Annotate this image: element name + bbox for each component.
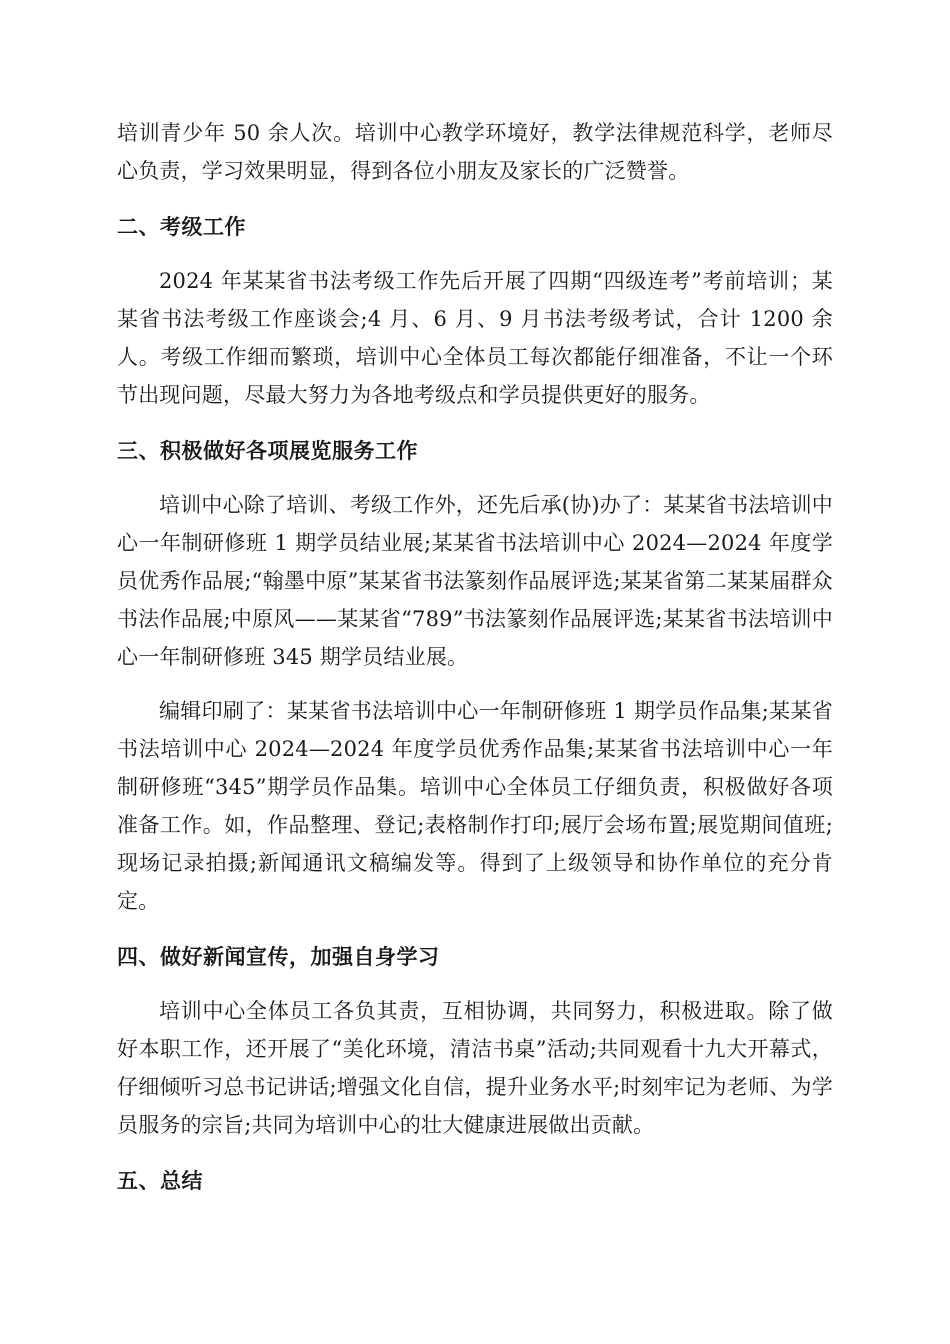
section-heading-summary: 五、总结 <box>117 1169 203 1193</box>
section-heading-news: 四、做好新闻宣传，加强自身学习 <box>117 945 440 969</box>
intro-paragraph: 培训青少年 50 余人次。培训中心教学环境好，教学法律规范科学，老师尽心负责，学习效果明显，得到各位小朋友及家长的广泛赞誉。 <box>117 121 833 183</box>
exhibition-paragraph-2: 编辑印刷了：某某省书法培训中心一年制研修班 1 期学员作品集;某某省书法培训中心 2024—2024 年度学员优秀作品集;某某省书法培训中心一年制研修班“345”期学员作品集。培训中心全体员工仔细负责，积极做好各项准备工作。如，作品整理、登记;表格制作打印;展厅会场布置;展览期间值班;现场记录拍摄;新闻通讯文稿编发等。得到了上级领导和协作单位的充分肯定。 <box>117 699 833 913</box>
exhibition-paragraph-1: 培训中心除了培训、考级工作外，还先后承(协)办了：某某省书法培训中心一年制研修班 1 期学员结业展;某某省书法培训中心 2024—2024 年度学员优秀作品展;“翰墨中原”某某省书法篆刻作品展评选;某某省第二某某届群众书法作品展;中原风——某某省“789”书法篆刻作品展评选;某某省书法培训中心一年制研修班 345 期学员结业展。 <box>117 493 833 669</box>
document-body <box>117 114 833 1200</box>
exam-paragraph: 2024 年某某省书法考级工作先后开展了四期“四级连考”考前培训；某某省书法考级工作座谈会;4 月、6 月、9 月书法考级考试，合计 1200 余人。考级工作细而繁琐，培训中心全体员工每次都能仔细准备，不让一个环节出现问题，尽最大努力为各地考级点和学员提供更好的服务。 <box>117 269 833 407</box>
section-heading-exam: 二、考级工作 <box>117 215 246 239</box>
section-heading-exhibition: 三、积极做好各项展览服务工作 <box>117 439 418 463</box>
news-paragraph: 培训中心全体员工各负其责，互相协调，共同努力，积极进取。除了做好本职工作，还开展了“美化环境，清洁书桌”活动;共同观看十九大开幕式，仔细倾听习总书记讲话;增强文化自信，提升业务水平;时刻牢记为老师、为学员服务的宗旨;共同为培训中心的壮大健康进展做出贡献。 <box>117 999 833 1137</box>
